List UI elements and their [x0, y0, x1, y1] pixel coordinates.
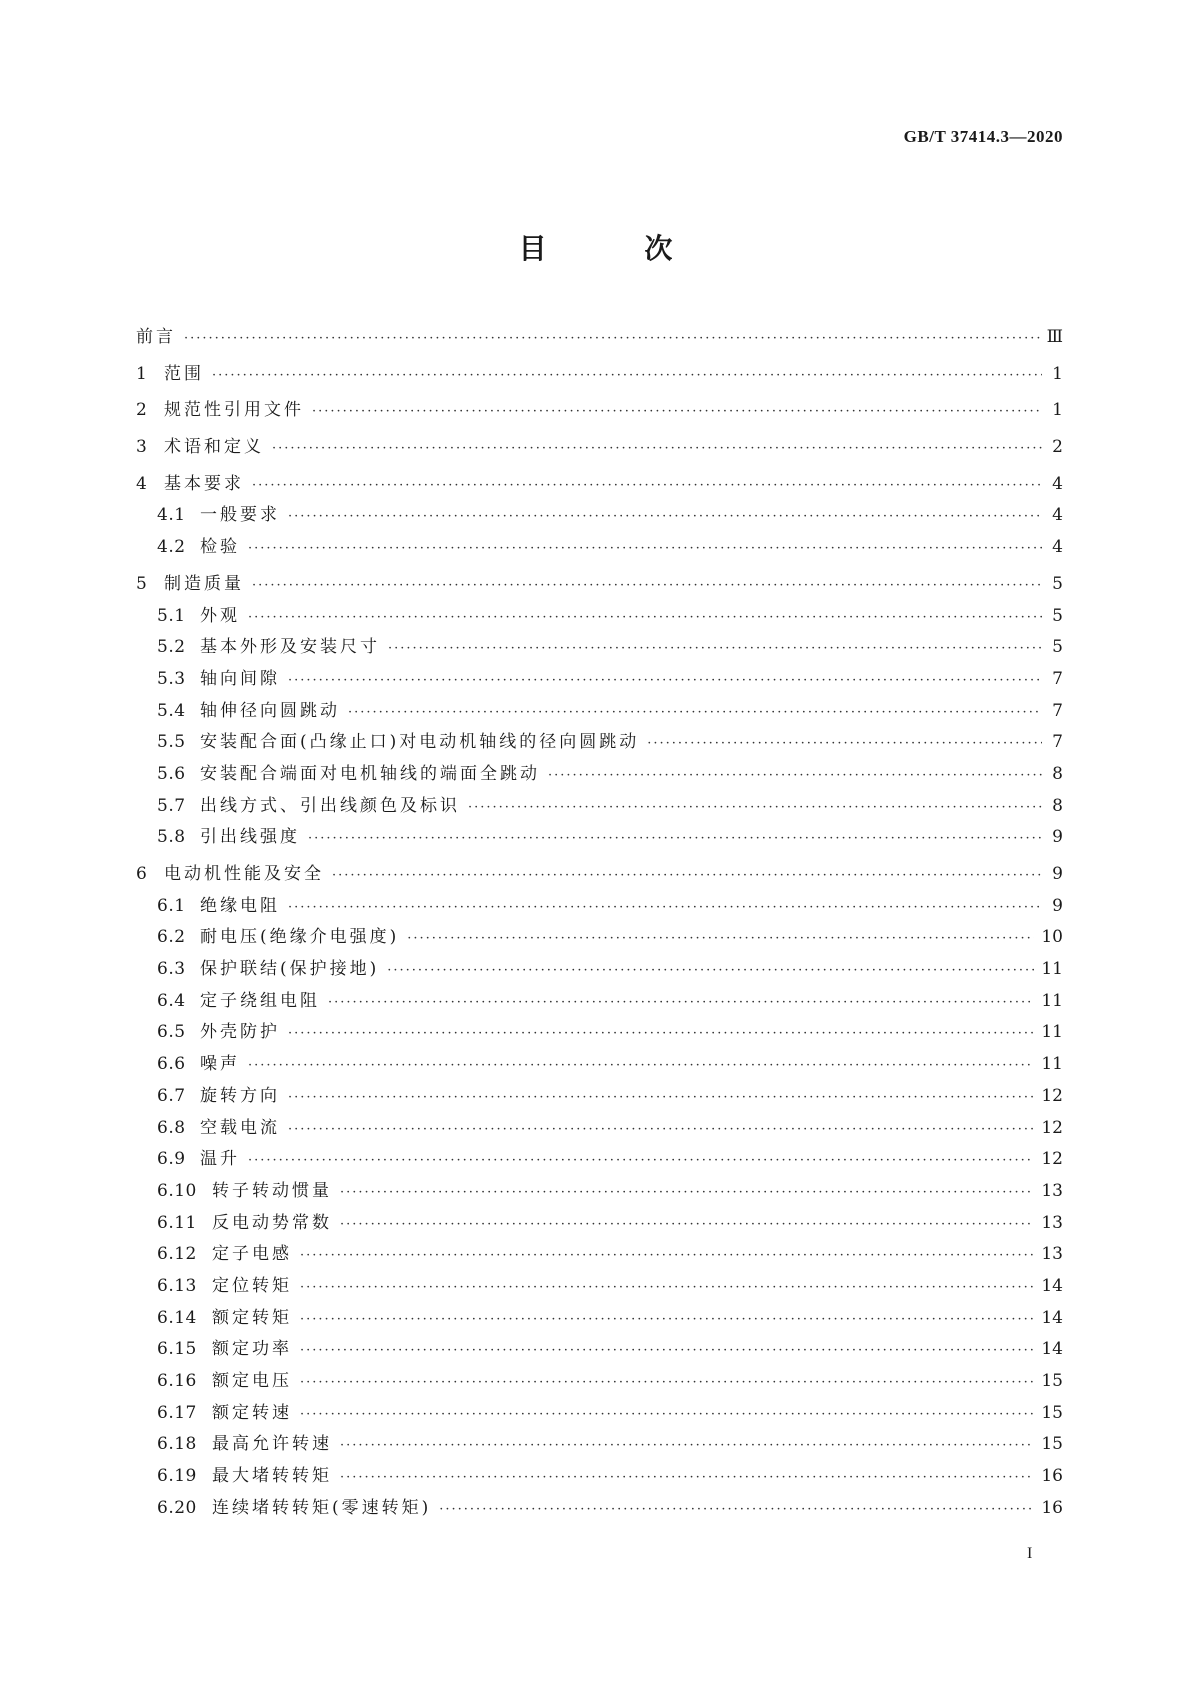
toc-entry-page: 7: [1052, 700, 1063, 721]
toc-entry-number: 6.8: [157, 1117, 186, 1138]
toc-entry-label: 基本要求: [164, 473, 244, 494]
toc-leader-dots: [300, 1375, 1034, 1390]
toc-entry-number: 5: [136, 573, 148, 594]
toc-entry-number: 3: [136, 437, 148, 458]
toc-leader-dots: [387, 963, 1034, 978]
toc-entry-page: 15: [1041, 1402, 1063, 1423]
toc-entry-number: 6.5: [157, 1022, 186, 1043]
toc-leader-dots: [332, 868, 1042, 883]
toc-entry[interactable]: [136, 1049, 1063, 1081]
toc-entry-number: 6: [136, 864, 148, 884]
toc-entry[interactable]: [136, 696, 1063, 728]
toc-entry[interactable]: [136, 986, 1063, 1018]
toc-leader-dots: [340, 1217, 1034, 1232]
toc-entry-page: 11: [1041, 1022, 1063, 1043]
toc-entry-label: 制造质量: [164, 573, 244, 594]
toc-entry-label: 安装配合端面对电机轴线的端面全跳动: [200, 763, 540, 784]
toc-entry-page: 15: [1041, 1434, 1063, 1455]
toc-entry-page: 11: [1041, 1054, 1063, 1075]
page-title: 目 次: [518, 232, 717, 265]
toc-entry-label: 电动机性能及安全: [164, 864, 324, 884]
toc-entry-label: 安装配合面(凸缘止口)对电动机轴线的径向圆跳动: [200, 732, 640, 753]
toc-entry-label: 转子转动惯量: [212, 1180, 332, 1201]
toc-leader-dots: [252, 478, 1042, 493]
toc-entry-number: 6.20: [157, 1497, 197, 1518]
toc-entry-page: 7: [1052, 732, 1063, 753]
toc-entry-label: 轴伸径向圆跳动: [200, 700, 340, 721]
toc-entry[interactable]: [136, 1081, 1063, 1113]
toc-entry-number: 6.11: [157, 1212, 197, 1233]
toc-entry-label: 外观: [200, 605, 240, 626]
toc-leader-dots: [288, 673, 1042, 688]
toc-entry-page: 12: [1041, 1149, 1063, 1170]
toc-entry-number: 6.4: [157, 990, 186, 1011]
toc-leader-dots: [308, 831, 1042, 846]
toc-leader-dots: [272, 441, 1042, 456]
toc-leader-dots: [300, 1312, 1034, 1327]
toc-entry-number: 4: [136, 473, 148, 494]
toc-entry[interactable]: [136, 1429, 1063, 1461]
toc-entry-number: 5.8: [157, 827, 186, 848]
toc-leader-dots: [340, 1185, 1034, 1200]
toc-entry-label: 噪声: [200, 1054, 240, 1075]
toc-leader-dots: [407, 931, 1034, 946]
toc-entry-label: 绝缘电阻: [200, 895, 280, 916]
toc-leader-dots: [647, 736, 1042, 751]
toc-entry-page: 9: [1052, 864, 1063, 884]
toc-entry-page: 7: [1052, 668, 1063, 689]
toc-entry-label: 反电动势常数: [212, 1212, 332, 1233]
toc-entry-number: 6.3: [157, 959, 186, 980]
toc-entry-label: 空载电流: [200, 1117, 280, 1138]
toc-entry[interactable]: [136, 1398, 1063, 1430]
toc-entry[interactable]: [136, 500, 1063, 532]
toc-entry[interactable]: [136, 1176, 1063, 1208]
toc-entry-number: 6.15: [157, 1339, 197, 1360]
toc-entry-label: 基本外形及安装尺寸: [200, 637, 380, 658]
toc-entry-page: 9: [1052, 895, 1063, 916]
toc-leader-dots: [288, 900, 1042, 915]
toc-entry-number: 6.13: [157, 1275, 197, 1296]
toc-entry-page: 14: [1041, 1275, 1063, 1296]
toc-leader-dots: [439, 1502, 1034, 1517]
toc-entry-label: 检验: [200, 537, 240, 558]
toc-entry-page: 4: [1052, 473, 1063, 494]
table-of-contents: [136, 322, 1063, 1524]
toc-entry[interactable]: [136, 601, 1063, 633]
toc-entry-label: 额定电压: [212, 1371, 292, 1391]
toc-leader-dots: [288, 509, 1042, 524]
page-number: I: [1027, 1545, 1033, 1562]
toc-entry-number: 6.16: [157, 1371, 197, 1391]
toc-entry-page: 14: [1041, 1307, 1063, 1328]
toc-entry-number: 5.7: [157, 795, 186, 816]
toc-leader-dots: [212, 368, 1042, 383]
toc-entry-page: Ⅲ: [1046, 327, 1063, 347]
toc-entry-number: 6.6: [157, 1054, 186, 1075]
toc-entry[interactable]: [136, 359, 1063, 391]
toc-leader-dots: [288, 1090, 1034, 1105]
toc-entry-page: 1: [1052, 400, 1063, 421]
toc-entry-label: 引出线强度: [200, 827, 300, 848]
toc-leader-dots: [300, 1280, 1034, 1295]
toc-entry-page: 13: [1041, 1244, 1063, 1265]
toc-entry[interactable]: [136, 1239, 1063, 1271]
toc-entry[interactable]: [136, 822, 1063, 854]
toc-leader-dots: [248, 541, 1042, 556]
toc-entry-page: 13: [1041, 1212, 1063, 1233]
toc-entry-label: 保护联结(保护接地): [200, 959, 380, 980]
toc-entry-label: 旋转方向: [200, 1085, 280, 1106]
toc-entry[interactable]: [136, 632, 1063, 664]
toc-entry[interactable]: [136, 1017, 1063, 1049]
toc-leader-dots: [252, 578, 1042, 593]
toc-entry-number: 5.5: [157, 732, 186, 753]
toc-entry-number: 4.2: [157, 537, 186, 558]
toc-entry-page: 15: [1041, 1371, 1063, 1391]
toc-entry[interactable]: [136, 432, 1063, 464]
toc-entry[interactable]: [136, 1493, 1063, 1525]
toc-entry-page: 5: [1052, 605, 1063, 626]
toc-entry[interactable]: [136, 954, 1063, 986]
toc-entry[interactable]: [136, 1366, 1063, 1398]
toc-entry-number: 2: [136, 400, 148, 421]
toc-leader-dots: [300, 1343, 1034, 1358]
toc-entry-page: 8: [1052, 795, 1063, 816]
toc-entry[interactable]: [136, 1113, 1063, 1145]
toc-entry[interactable]: [136, 791, 1063, 823]
toc-leader-dots: [340, 1438, 1034, 1453]
toc-leader-dots: [388, 641, 1042, 656]
toc-entry-label: 定子绕组电阻: [200, 990, 320, 1011]
toc-leader-dots: [340, 1470, 1034, 1485]
toc-entry-page: 14: [1041, 1339, 1063, 1360]
toc-entry-number: 6.9: [157, 1149, 186, 1170]
toc-entry-page: 13: [1041, 1180, 1063, 1201]
toc-leader-dots: [184, 331, 1040, 346]
toc-entry-number: 5.4: [157, 700, 186, 721]
toc-entry-label: 定位转矩: [212, 1275, 292, 1296]
toc-entry[interactable]: [136, 891, 1063, 923]
toc-leader-dots: [248, 1153, 1034, 1168]
toc-entry-label: 最高允许转速: [212, 1434, 332, 1455]
toc-entry-page: 4: [1052, 537, 1063, 558]
toc-entry[interactable]: [136, 1144, 1063, 1176]
toc-entry[interactable]: [136, 727, 1063, 759]
toc-entry[interactable]: [136, 569, 1063, 601]
toc-entry[interactable]: [136, 395, 1063, 427]
toc-entry[interactable]: [136, 1271, 1063, 1303]
toc-entry-label: 外壳防护: [200, 1022, 280, 1043]
toc-entry-page: 11: [1041, 959, 1063, 980]
toc-entry-number: 5.2: [157, 637, 186, 658]
toc-entry[interactable]: [136, 859, 1063, 891]
toc-entry-label: 范围: [164, 363, 204, 384]
toc-entry[interactable]: [136, 922, 1063, 954]
toc-leader-dots: [300, 1248, 1034, 1263]
toc-entry-label: 出线方式、引出线颜色及标识: [200, 795, 460, 816]
toc-entry-page: 16: [1041, 1466, 1063, 1487]
toc-entry-label: 前言: [136, 327, 176, 347]
toc-entry-number: 6.17: [157, 1402, 197, 1423]
toc-entry-label: 额定功率: [212, 1339, 292, 1360]
toc-entry[interactable]: [136, 322, 1063, 354]
toc-entry-label: 额定转速: [212, 1402, 292, 1423]
toc-leader-dots: [300, 1407, 1034, 1422]
toc-entry-number: 5.1: [157, 605, 186, 626]
toc-entry-page: 12: [1041, 1117, 1063, 1138]
toc-entry-label: 定子电感: [212, 1244, 292, 1265]
toc-entry-number: 6.10: [157, 1180, 197, 1201]
toc-entry-page: 16: [1041, 1497, 1063, 1518]
toc-entry-page: 5: [1052, 637, 1063, 658]
toc-entry-page: 8: [1052, 763, 1063, 784]
toc-entry[interactable]: [136, 759, 1063, 791]
toc-entry-label: 温升: [200, 1149, 240, 1170]
toc-entry[interactable]: [136, 469, 1063, 501]
toc-entry-label: 额定转矩: [212, 1307, 292, 1328]
toc-leader-dots: [248, 1058, 1034, 1073]
toc-entry-label: 规范性引用文件: [164, 400, 304, 421]
toc-entry-page: 1: [1052, 363, 1063, 384]
toc-entry[interactable]: [136, 1461, 1063, 1493]
toc-entry-page: 4: [1052, 505, 1063, 526]
toc-entry-page: 9: [1052, 827, 1063, 848]
toc-entry-number: 1: [136, 363, 148, 384]
toc-entry-number: 6.12: [157, 1244, 197, 1265]
toc-entry-number: 6.18: [157, 1434, 197, 1455]
toc-leader-dots: [468, 800, 1042, 815]
toc-entry-page: 11: [1041, 990, 1063, 1011]
toc-leader-dots: [328, 995, 1034, 1010]
toc-entry-number: 6.2: [157, 927, 186, 948]
toc-entry[interactable]: [136, 664, 1063, 696]
toc-entry-number: 6.7: [157, 1085, 186, 1106]
toc-entry-number: 5.3: [157, 668, 186, 689]
toc-entry-number: 4.1: [157, 505, 186, 526]
toc-entry-label: 耐电压(绝缘介电强度): [200, 927, 400, 948]
toc-entry[interactable]: [136, 1334, 1063, 1366]
toc-entry-page: 10: [1041, 927, 1063, 948]
toc-entry-page: 2: [1052, 437, 1063, 458]
toc-entry-label: 术语和定义: [164, 437, 264, 458]
toc-entry-label: 连续堵转转矩(零速转矩): [212, 1497, 432, 1518]
toc-entry-number: 5.6: [157, 763, 186, 784]
toc-entry[interactable]: [136, 1303, 1063, 1335]
toc-entry-number: 6.1: [157, 895, 186, 916]
toc-leader-dots: [288, 1026, 1034, 1041]
toc-leader-dots: [348, 705, 1042, 720]
toc-leader-dots: [248, 610, 1042, 625]
toc-entry-label: 轴向间隙: [200, 668, 280, 689]
toc-leader-dots: [312, 404, 1042, 419]
toc-entry-label: 一般要求: [200, 505, 280, 526]
toc-entry[interactable]: [136, 1208, 1063, 1240]
toc-entry[interactable]: [136, 532, 1063, 564]
toc-entry-page: 5: [1052, 573, 1063, 594]
toc-entry-label: 最大堵转转矩: [212, 1466, 332, 1487]
toc-entry-number: 6.14: [157, 1307, 197, 1328]
toc-leader-dots: [288, 1122, 1034, 1137]
standard-code: GB/T 37414.3—2020: [903, 127, 1063, 146]
toc-leader-dots: [548, 768, 1042, 783]
toc-entry-number: 6.19: [157, 1466, 197, 1487]
toc-entry-page: 12: [1041, 1085, 1063, 1106]
